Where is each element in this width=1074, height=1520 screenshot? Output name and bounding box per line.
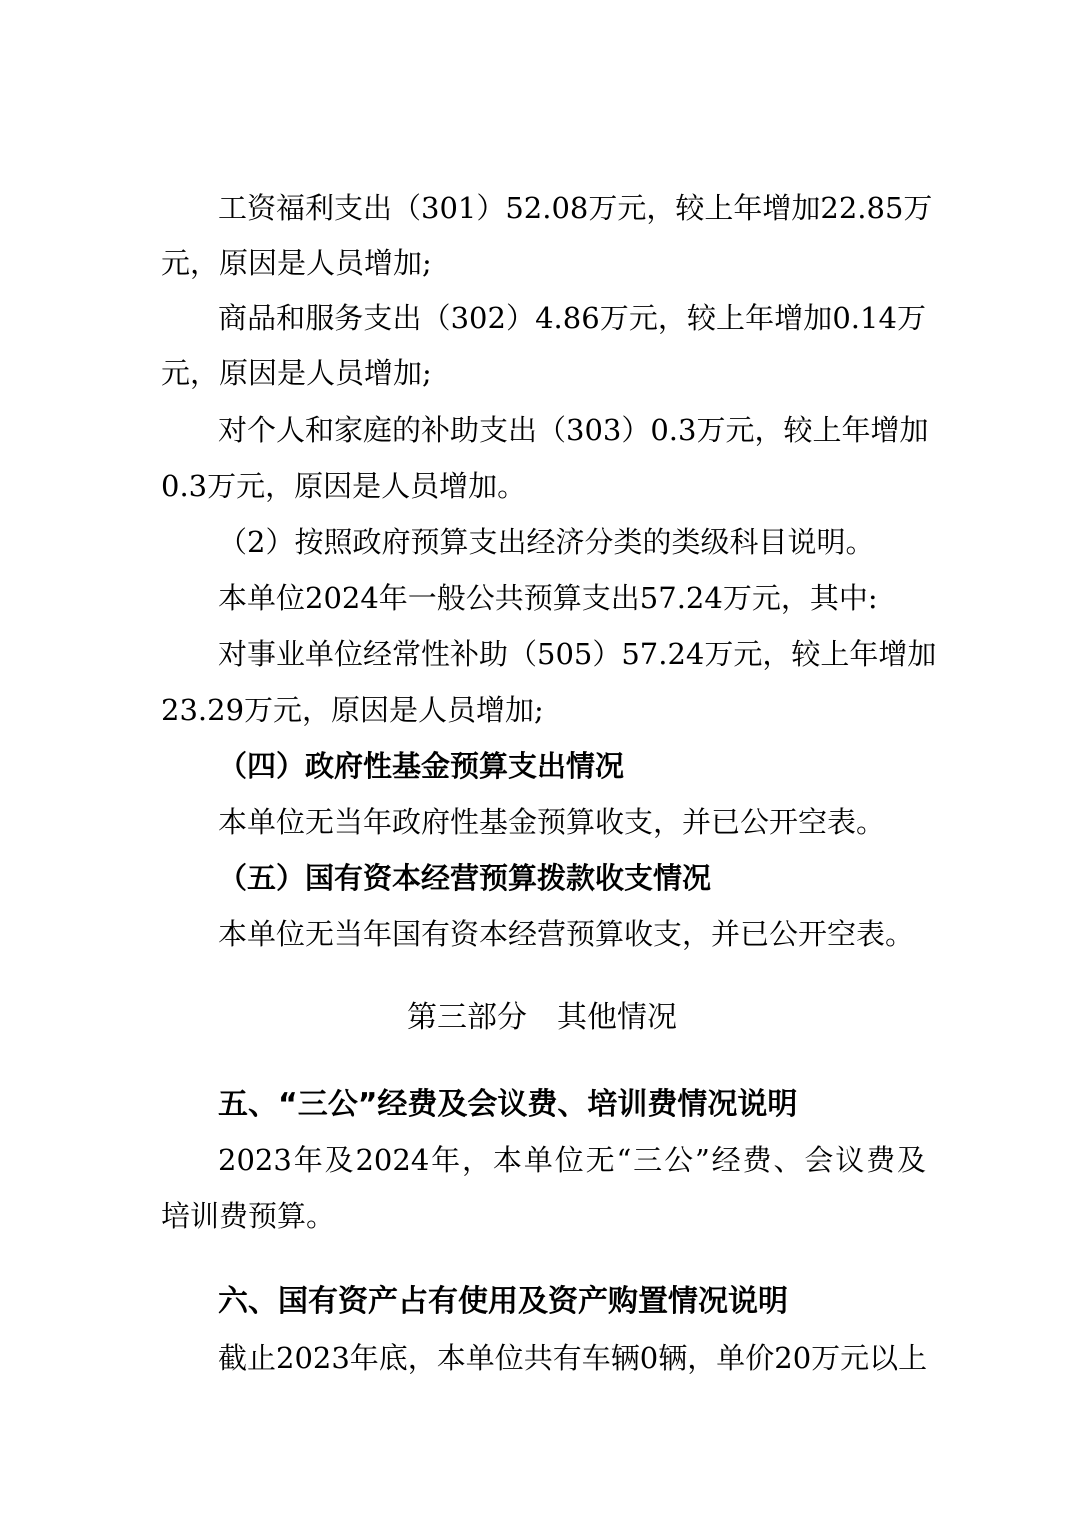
section-five-heading: 五、“三公”经费及会议费、培训费情况说明 [218,1087,798,1122]
paragraph-subsidy-line2: 0.3万元，原因是人员增加。 [161,469,527,503]
paragraph-state-capital: 本单位无当年国有资本经营预算收支，并已公开空表。 [218,917,915,951]
paragraph-assets-line1: 截止2023年底，本单位共有车辆0辆，单价20万元以上 [218,1341,928,1375]
heading-state-capital: （五）国有资本经营预算拨款收支情况 [218,861,712,895]
paragraph-three-public-line2: 培训费预算。 [161,1199,336,1233]
paragraph-economic-class: （2）按照政府预算支出经济分类的类级科目说明。 [218,525,875,559]
paragraph-wage-line2: 元，原因是人员增加; [161,246,432,280]
paragraph-subsidy-line1: 对个人和家庭的补助支出（303）0.3万元，较上年增加 [218,413,929,447]
paragraph-wage-line1: 工资福利支出（301）52.08万元，较上年增加22.85万 [218,191,933,225]
paragraph-three-public-line1: 2023年及2024年，本单位无“三公”经费、会议费及 [218,1143,926,1177]
part-three-title: 第三部分 其他情况 [407,1000,677,1035]
paragraph-gov-fund: 本单位无当年政府性基金预算收支，并已公开空表。 [218,805,886,839]
section-six-heading: 六、国有资产占有使用及资产购置情况说明 [218,1284,788,1319]
paragraph-institution-line1: 对事业单位经常性补助（505）57.24万元，较上年增加 [218,637,937,671]
paragraph-general-budget: 本单位2024年一般公共预算支出57.24万元，其中: [218,581,878,615]
paragraph-institution-line2: 23.29万元，原因是人员增加; [161,693,544,727]
paragraph-goods-line1: 商品和服务支出（302）4.86万元，较上年增加0.14万 [218,301,926,335]
paragraph-goods-line2: 元，原因是人员增加; [161,356,432,390]
heading-gov-fund: （四）政府性基金预算支出情况 [218,749,625,783]
